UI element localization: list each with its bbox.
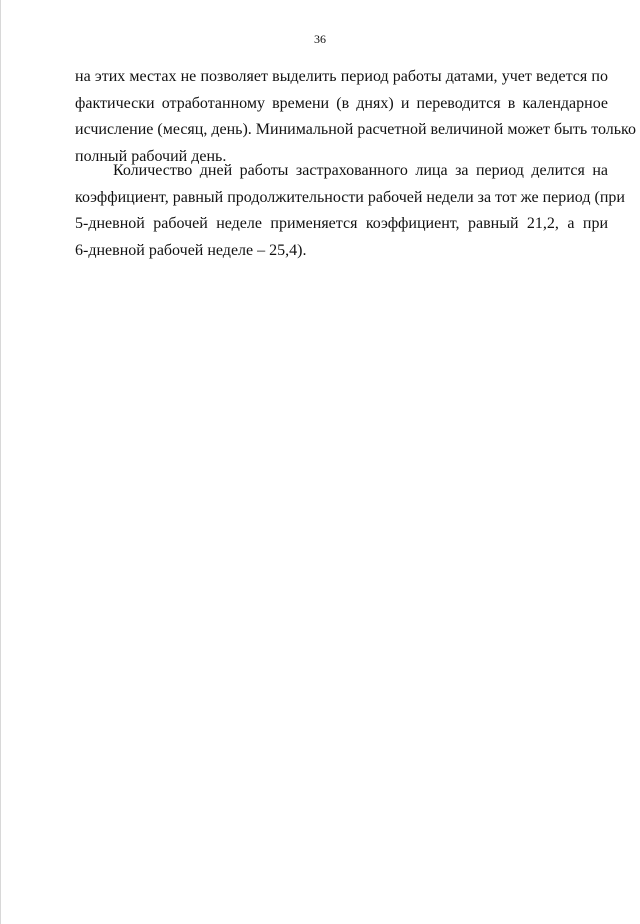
text-line: на этих местах не позволяет выделить период работы датами, учет ведется по — [75, 68, 608, 85]
paragraph-2 — [75, 158, 625, 264]
paragraph-1 — [75, 64, 636, 170]
text-line: полный рабочий день. — [75, 147, 227, 165]
text-line: фактически отработанному времени (в днях) и переводится в календарное — [75, 94, 608, 112]
scan-edge — [0, 0, 1, 924]
text-line: Количество дней работы застрахованного лица за период делится на — [113, 162, 608, 179]
text-line: 5-дневной рабочей неделе применяется коэффициент, равный 21,2, а при — [75, 215, 608, 232]
text-line: 6-дневной рабочей неделе – 25,4). — [75, 241, 307, 259]
page-number: 36 — [314, 32, 326, 46]
text-line: исчисление (месяц, день). Минимальной расчетной величиной может быть только — [75, 121, 636, 138]
text-line: коэффициент, равный продолжительности рабочей недели за тот же период (при — [75, 188, 625, 206]
